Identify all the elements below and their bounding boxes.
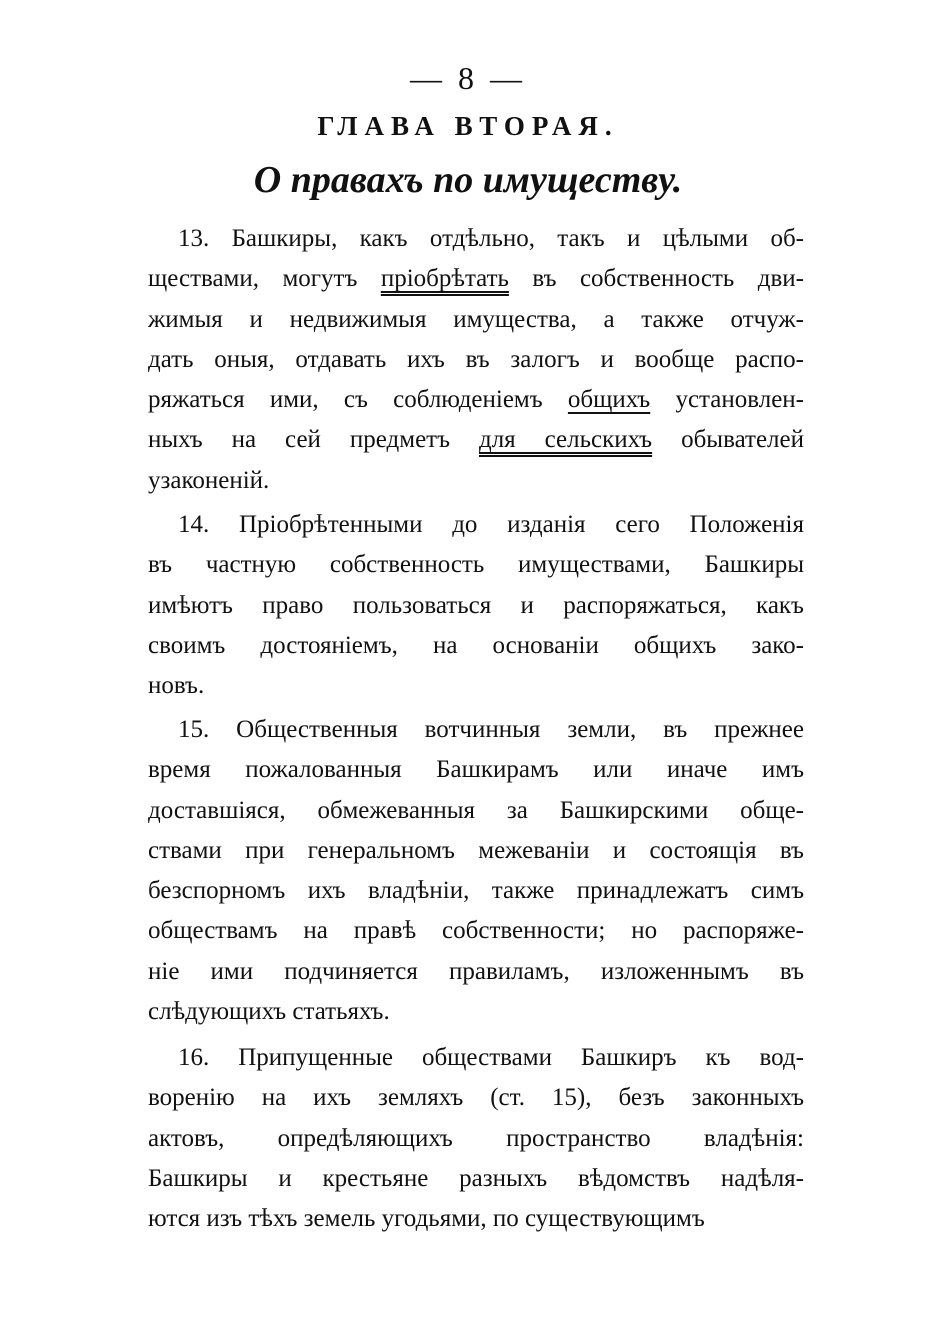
text-segment: ществами, могутъ [148, 265, 381, 293]
text-segment: время пожалованныя Башкирамъ или иначе имъ [148, 756, 804, 784]
text-segment: дать оныя, отдавать ихъ въ залогъ и вообще распо- [148, 345, 804, 373]
text-segment: безспорномъ ихъ владѣніи, также принадлежатъ симъ [148, 877, 804, 905]
text-line [148, 505, 804, 545]
text-segment: доставшіяся, обмежеванныя за Башкирскими обще- [148, 796, 804, 824]
text-segment: слѣдующихъ статьяхъ. [148, 998, 390, 1026]
text-segment: своимъ достояніемъ, на основаніи общихъ зако- [148, 631, 804, 659]
text-line [148, 586, 804, 626]
text-segment: узаконеній. [148, 466, 270, 494]
text-line [148, 219, 804, 259]
text-segment: воренію на ихъ земляхъ (ст. 15), безъ законныхъ [148, 1084, 804, 1112]
text-segment: актовъ, опредѣляющихъ пространство владѣнія: [148, 1124, 804, 1152]
text-line [148, 380, 804, 420]
text-segment: ныхъ на сей предметъ [148, 426, 479, 454]
text-segment: ніе ими подчиняется правиламъ, изложеннымъ въ [148, 957, 804, 985]
text-segment: ются изъ тѣхъ земель угодьями, по существующимъ [148, 1205, 705, 1233]
text-line [148, 420, 804, 460]
text-segment: обывателей [652, 426, 804, 454]
text-line [148, 750, 804, 790]
page-number: — 8 — [410, 60, 526, 96]
text-segment: Башкиры и крестьяне разныхъ вѣдомствъ надѣля- [148, 1164, 804, 1192]
text-line [148, 666, 804, 706]
text-segment: 15. Общественныя вотчинныя земли, въ прежнее [178, 716, 804, 743]
chapter-heading: ГЛАВА ВТОРАЯ. [317, 111, 619, 141]
text-segment: установлен- [650, 386, 804, 414]
text-segment: въ собственность дви- [508, 265, 804, 293]
text-line [148, 259, 804, 299]
text-segment: ствами при генеральномъ межеваніи и состоящія въ [148, 836, 804, 864]
section-title: О правахъ по имуществу. [253, 159, 683, 201]
article-15 [148, 710, 804, 1032]
text-segment: имѣютъ право пользоваться и распоряжаться, какъ [148, 591, 804, 619]
text-line [148, 791, 804, 831]
text-line [148, 340, 804, 380]
text-line [148, 871, 804, 911]
text-line [148, 461, 804, 501]
text-line [148, 911, 804, 951]
article-13 [148, 219, 804, 501]
text-line [148, 300, 804, 340]
article-16 [148, 1038, 804, 1239]
text-segment: жимыя и недвижимыя имущества, а также отчуж- [148, 305, 804, 333]
text-line [148, 952, 804, 992]
text-line [148, 1199, 804, 1239]
text-segment: 16. Припущенные обществами Башкиръ къ вод- [178, 1044, 804, 1071]
text-line [148, 1119, 804, 1159]
text-segment: въ частную собственность имуществами, Башкиры [148, 551, 804, 579]
text-segment: ряжаться ими, съ соблюденіемъ [148, 386, 568, 414]
text-line [148, 831, 804, 871]
text-line [148, 992, 804, 1032]
text-segment: 13. Башкиры, какъ отдѣльно, такъ и цѣлыми об- [178, 225, 804, 252]
text-line [148, 1038, 804, 1078]
text-segment: новъ. [148, 672, 205, 700]
underlined-term: для сельскихъ [478, 426, 653, 454]
article-14 [148, 505, 804, 706]
text-line [148, 1078, 804, 1118]
text-line [148, 626, 804, 666]
text-line [148, 710, 804, 750]
underlined-term: общихъ [567, 386, 651, 414]
text-line [148, 545, 804, 585]
text-segment: обществамъ на правѣ собственности; но распоряже- [148, 917, 804, 945]
text-line [148, 1159, 804, 1199]
underlined-term: пріобрѣтать [380, 265, 509, 293]
text-segment: 14. Пріобрѣтенными до изданія сего Положенія [178, 511, 804, 538]
